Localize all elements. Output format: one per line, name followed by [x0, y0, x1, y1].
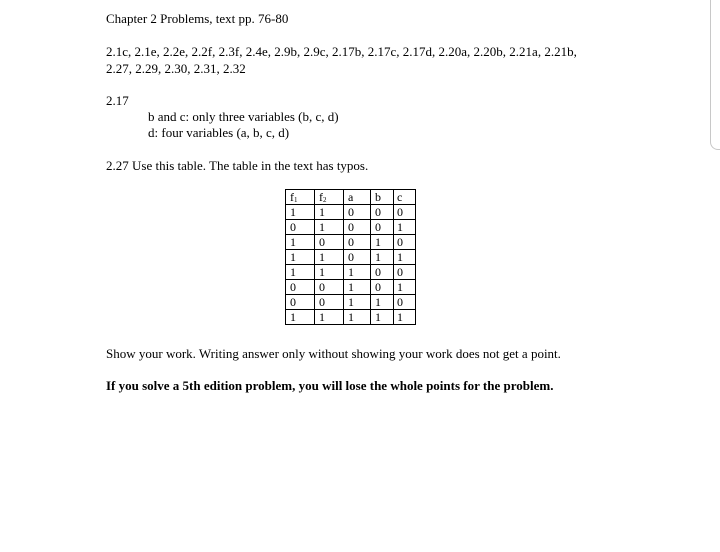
- header-a: a: [344, 190, 371, 205]
- table-row: [286, 205, 416, 220]
- header-b: b: [371, 190, 394, 205]
- table-row: [286, 310, 416, 325]
- cell-c: 1: [394, 310, 416, 325]
- section-2-17-note-d: d: four variables (a, b, c, d): [148, 125, 290, 140]
- cell-f2: 1: [315, 250, 344, 265]
- truth-table-header-row: [286, 190, 416, 205]
- cell-f2: 1: [315, 310, 344, 325]
- truth-table: [285, 189, 416, 325]
- table-row: [286, 250, 416, 265]
- cell-a: 0: [344, 220, 371, 235]
- cell-f1: 1: [286, 250, 315, 265]
- cell-c: 0: [394, 235, 416, 250]
- section-2-17-note-bc: b and c: only three variables (b, c, d): [148, 109, 339, 124]
- page-title: Chapter 2 Problems, text pp. 76-80: [106, 11, 289, 26]
- cell-f1: 1: [286, 235, 315, 250]
- cell-a: 1: [344, 280, 371, 295]
- cell-b: 1: [371, 295, 394, 310]
- cell-c: 0: [394, 205, 416, 220]
- cell-a: 1: [344, 265, 371, 280]
- cell-c: 0: [394, 295, 416, 310]
- cell-c: 1: [394, 280, 416, 295]
- cell-c: 1: [394, 220, 416, 235]
- cell-c: 0: [394, 265, 416, 280]
- cell-f1: 0: [286, 280, 315, 295]
- cell-f2: 1: [315, 220, 344, 235]
- header-f2: $f_2$: [315, 190, 344, 205]
- cell-f1: 1: [286, 205, 315, 220]
- cell-a: 1: [344, 310, 371, 325]
- show-work-instruction: Show your work. Writing answer only without showing your work does not get a point.: [106, 346, 561, 361]
- cell-b: 1: [371, 235, 394, 250]
- cell-f2: 1: [315, 265, 344, 280]
- cell-a: 1: [344, 295, 371, 310]
- table-row: [286, 220, 416, 235]
- cell-b: 1: [371, 310, 394, 325]
- truth-table-body: [286, 205, 416, 325]
- problem-list-line-1: 2.1c, 2.1e, 2.2e, 2.2f, 2.3f, 2.4e, 2.9b, 2.9c, 2.17b, 2.17c, 2.17d, 2.20a, 2.20b, 2.21a, 2.21b,: [106, 44, 577, 59]
- table-row: [286, 235, 416, 250]
- cell-f2: 0: [315, 280, 344, 295]
- cell-a: 0: [344, 250, 371, 265]
- cell-a: 0: [344, 235, 371, 250]
- cell-f2: 0: [315, 235, 344, 250]
- cell-b: 0: [371, 265, 394, 280]
- cell-f1: 0: [286, 220, 315, 235]
- cell-b: 1: [371, 250, 394, 265]
- table-row: [286, 295, 416, 310]
- header-c: c: [394, 190, 416, 205]
- cell-a: 0: [344, 205, 371, 220]
- page-scroll-edge: [710, 0, 720, 150]
- cell-f1: 0: [286, 295, 315, 310]
- section-2-17-title: 2.17: [106, 93, 129, 108]
- cell-f2: 1: [315, 205, 344, 220]
- cell-c: 1: [394, 250, 416, 265]
- cell-f2: 0: [315, 295, 344, 310]
- cell-b: 0: [371, 205, 394, 220]
- cell-b: 0: [371, 220, 394, 235]
- cell-f1: 1: [286, 265, 315, 280]
- section-2-27-intro: 2.27 Use this table. The table in the text has typos.: [106, 158, 369, 173]
- table-row: [286, 280, 416, 295]
- problem-list-line-2: 2.27, 2.29, 2.30, 2.31, 2.32: [106, 61, 246, 76]
- edition-warning: If you solve a 5th edition problem, you will lose the whole points for the problem.: [106, 378, 554, 393]
- cell-b: 0: [371, 280, 394, 295]
- cell-f1: 1: [286, 310, 315, 325]
- header-f1: $f_1$: [286, 190, 315, 205]
- table-row: [286, 265, 416, 280]
